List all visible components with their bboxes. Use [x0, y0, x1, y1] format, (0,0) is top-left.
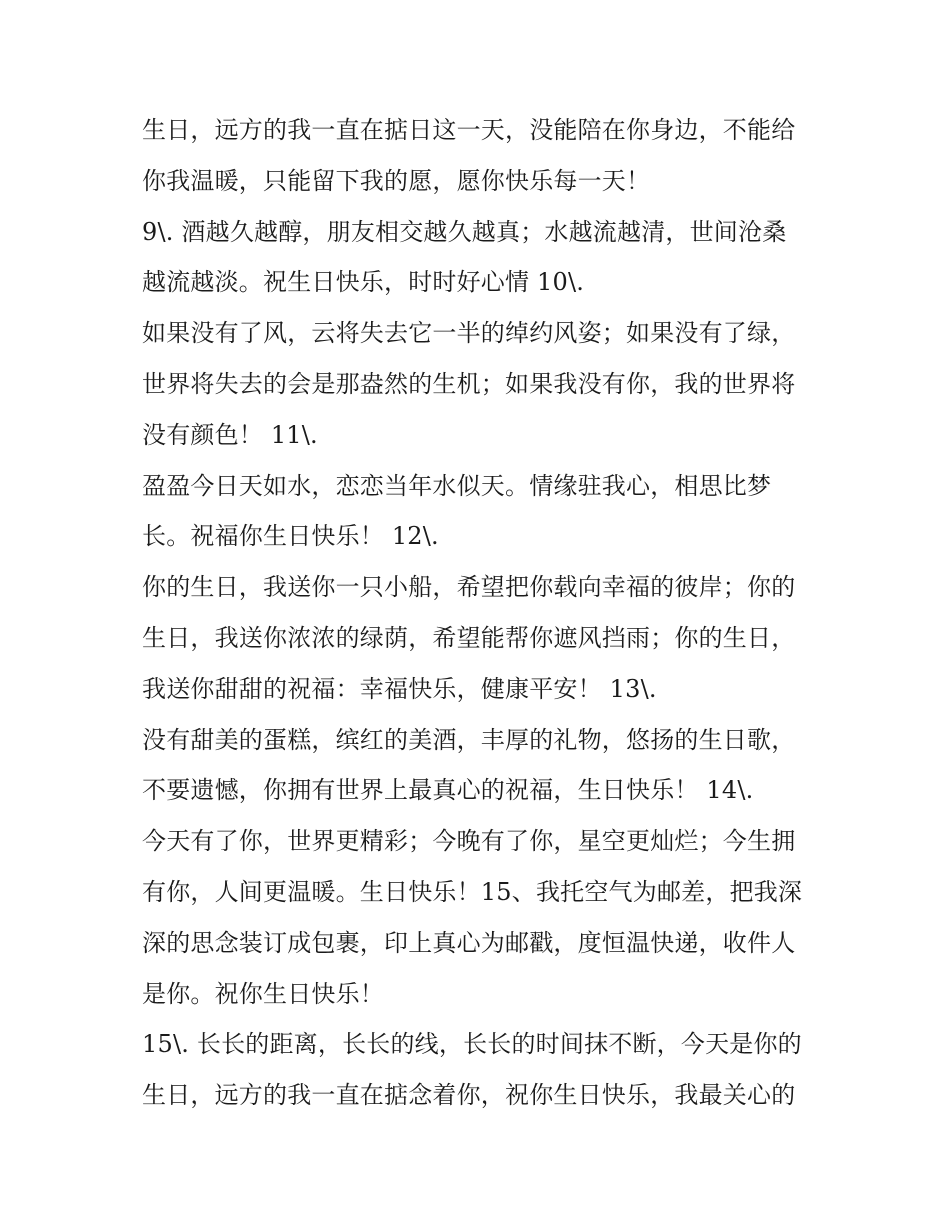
- text-line: 生日，远方的我一直在掂念着你，祝你生日快乐，我最关心的: [142, 1081, 796, 1110]
- text-line: 如果没有了风，云将失去它一半的绰约风姿；如果没有了绿，: [142, 319, 796, 348]
- text-line: 15\. 长长的距离，长长的线，长长的时间抹不断，今天是你的: [142, 1030, 802, 1059]
- text-line: 今天有了你，世界更精彩；今晚有了你，星空更灿烂；今生拥: [142, 827, 796, 856]
- text-line: 有你，人间更温暖。生日快乐！15、我托空气为邮差，把我深: [142, 877, 803, 906]
- text-line: 你的生日，我送你一只小船，希望把你载向幸福的彼岸；你的: [142, 573, 796, 602]
- text-line: 没有颜色！ 11\.: [142, 420, 318, 449]
- text-line: 深的思念装订成包裹，印上真心为邮戳，度恒温快递，收件人: [142, 928, 796, 957]
- text-line: 生日，我送你浓浓的绿荫，希望能帮你遮风挡雨；你的生日，: [142, 623, 796, 652]
- text-line: 盈盈今日天如水，恋恋当年水似天。情缘驻我心，相思比梦: [142, 471, 772, 500]
- document-body: [142, 105, 822, 1121]
- text-line: 不要遗憾，你拥有世界上最真心的祝福，生日快乐！ 14\.: [142, 776, 754, 805]
- text-line: 你我温暖，只能留下我的愿，愿你快乐每一天！: [142, 166, 651, 195]
- text-line: 生日，远方的我一直在掂日这一天，没能陪在你身边，不能给: [142, 116, 796, 144]
- text-line: 我送你甜甜的祝福：幸福快乐，健康平安！ 13\.: [142, 674, 657, 703]
- text-line: 9\. 酒越久越醇，朋友相交越久越真；水越流越清，世间沧桑: [142, 217, 787, 246]
- text-line: 没有甜美的蛋糕，缤红的美酒，丰厚的礼物，悠扬的生日歌，: [142, 725, 796, 754]
- text-line: 长。祝福你生日快乐！ 12\.: [142, 522, 439, 551]
- text-line: 越流越淡。祝生日快乐，时时好心情 10\.: [142, 268, 585, 297]
- text-line: 世界将失去的会是那盎然的生机；如果我没有你，我的世界将: [142, 369, 796, 398]
- text-line: 是你。祝你生日快乐！: [142, 979, 384, 1008]
